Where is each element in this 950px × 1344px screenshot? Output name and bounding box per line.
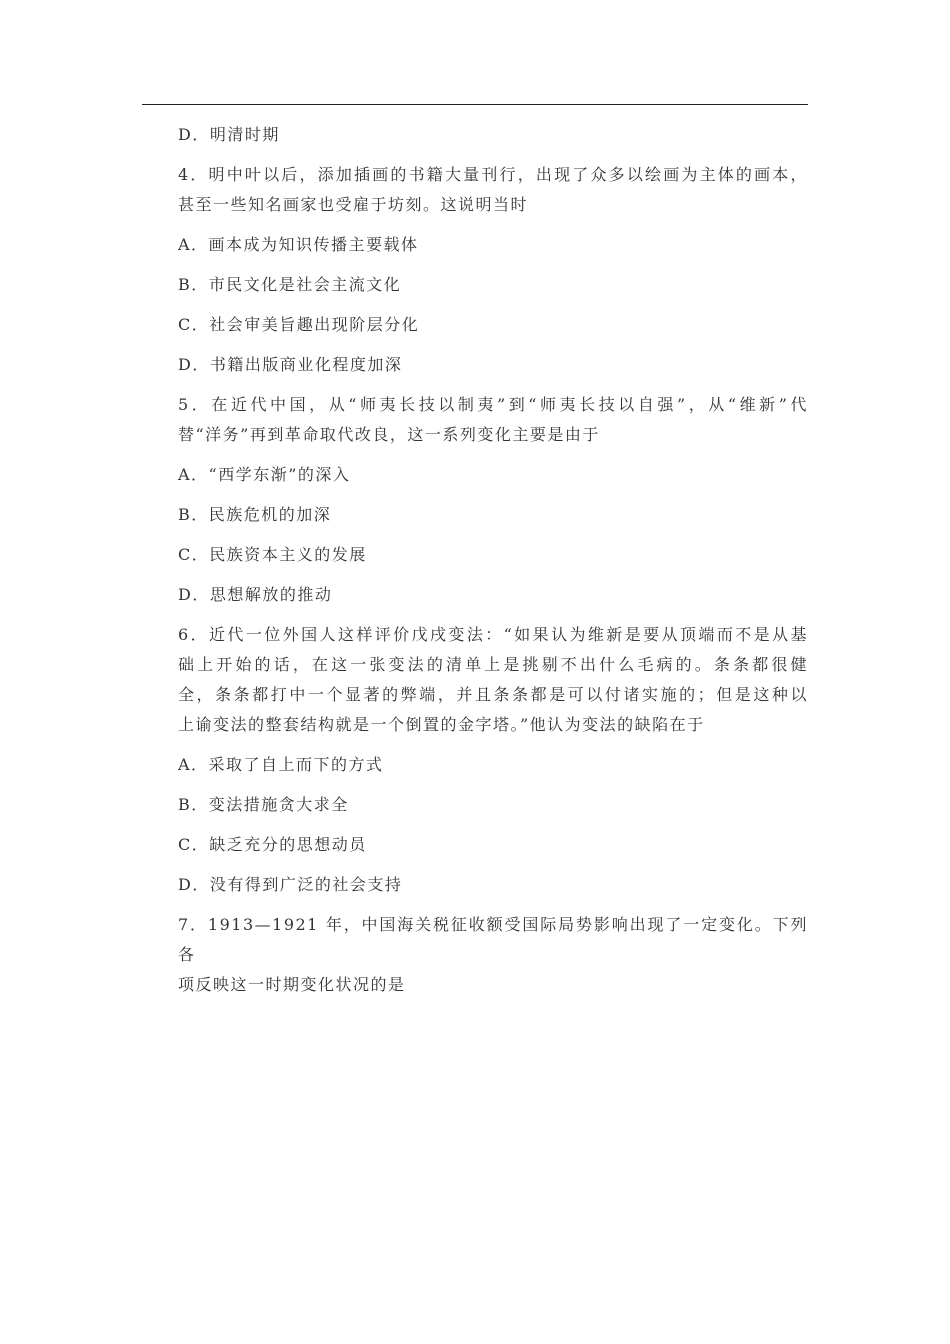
question-stem-line: 甚至一些知名画家也受雇于坊刻。这说明当时 xyxy=(178,195,529,214)
question-stem-line: 5．在近代中国，从“师夷长技以制夷”到“师夷长技以自强”，从“维新”代 xyxy=(178,395,808,414)
option-a: A．“西学东渐”的深入 xyxy=(178,465,351,484)
option-d: D．明清时期 xyxy=(178,125,280,144)
question-stem-line: 7．1913—1921 年，中国海关税征收额受国际局势影响出现了一定变化。下列各 xyxy=(178,915,808,964)
option-b: B．变法措施贪大求全 xyxy=(178,795,349,814)
question-6 xyxy=(178,620,808,900)
question-4 xyxy=(178,160,808,380)
option-b: B．民族危机的加深 xyxy=(178,505,332,524)
option-c: C．社会审美旨趣出现阶层分化 xyxy=(178,315,420,334)
option-c: C．缺乏充分的思想动员 xyxy=(178,835,367,854)
option-d: D．没有得到广泛的社会支持 xyxy=(178,875,403,894)
option-a: A．画本成为知识传播主要载体 xyxy=(178,235,419,254)
question-stem-line: 全，条条都打中一个显著的弊端，并且条条都是可以付诸实施的；但是这种以 xyxy=(178,685,808,704)
header-rule xyxy=(142,104,808,105)
question-stem-line: 项反映这一时期变化状况的是 xyxy=(178,975,406,994)
option-b: B．市民文化是社会主流文化 xyxy=(178,275,402,294)
option-c: C．民族资本主义的发展 xyxy=(178,545,367,564)
question-7 xyxy=(178,910,808,1000)
question-3-tail xyxy=(178,120,808,150)
option-d: D．书籍出版商业化程度加深 xyxy=(178,355,403,374)
question-5 xyxy=(178,390,808,610)
question-list xyxy=(178,120,808,1010)
question-stem-line: 础上开始的话，在这一张变法的清单上是挑剔不出什么毛病的。条条都很健 xyxy=(178,655,808,674)
question-stem-line: 4．明中叶以后，添加插画的书籍大量刊行，出现了众多以绘画为主体的画本， xyxy=(178,165,808,184)
question-stem-line: 替“洋务”再到革命取代改良，这一系列变化主要是由于 xyxy=(178,425,600,444)
option-a: A．采取了自上而下的方式 xyxy=(178,755,384,774)
question-stem-line: 上谕变法的整套结构就是一个倒置的金字塔。”他认为变法的缺陷在于 xyxy=(178,715,705,734)
option-d: D．思想解放的推动 xyxy=(178,585,333,604)
question-stem-line: 6．近代一位外国人这样评价戊戌变法：“如果认为维新是要从顶端而不是从基 xyxy=(178,625,808,644)
